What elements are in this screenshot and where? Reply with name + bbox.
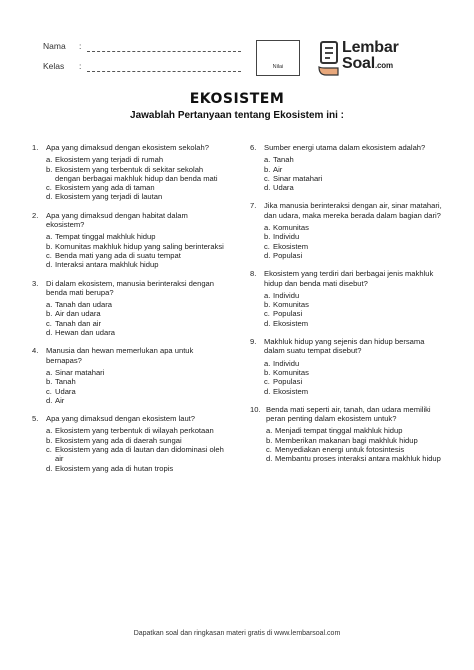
option-list xyxy=(266,426,446,463)
nilai-label: Nilai xyxy=(272,64,284,70)
option-item[interactable]: d. Interaksi antara makhluk hidup xyxy=(46,260,159,270)
question-number: 1. xyxy=(32,143,39,152)
option-item[interactable]: d. Udara xyxy=(264,183,294,193)
question-text: Manusia dan hewan memerlukan apa untuk bernapas? xyxy=(46,346,194,365)
nama-label: Nama xyxy=(43,41,66,51)
option-item[interactable]: b. Ekosistem yang ada di daerah sungai xyxy=(46,435,182,445)
question-number: 10. xyxy=(250,404,261,414)
question-block xyxy=(32,143,228,202)
question-text: Sumber energi utama dalam ekosistem adalah? xyxy=(264,143,426,152)
option-item[interactable]: b. Komunitas xyxy=(264,367,309,377)
option-item[interactable]: d. Membantu proses interaksi antara makhluk hidup xyxy=(266,454,441,464)
question-stem xyxy=(32,143,228,152)
document-pen-icon xyxy=(318,41,342,79)
option-item[interactable]: c. Populasi xyxy=(264,309,303,319)
option-item[interactable]: a. Tempat tinggal makhluk hidup xyxy=(46,232,156,242)
option-item[interactable]: c. Ekosistem yang ada di lautan dan didominasi oleh air xyxy=(46,445,224,464)
question-stem xyxy=(32,414,228,423)
option-item[interactable]: c. Ekosistem yang ada di taman xyxy=(46,183,155,193)
question-number: 8. xyxy=(250,269,257,279)
option-list xyxy=(264,155,446,192)
option-list xyxy=(264,359,446,396)
option-item[interactable]: d. Ekosistem xyxy=(264,386,309,396)
option-item[interactable]: d. Ekosistem yang terjadi di lautan xyxy=(46,192,163,202)
logo-line2-text: Soal xyxy=(342,55,375,72)
lembarsoal-logo xyxy=(318,41,438,81)
option-item[interactable]: c. Sinar matahari xyxy=(264,173,323,183)
question-stem xyxy=(250,201,446,220)
option-item[interactable]: a. Menjadi tempat tinggal makhluk hidup xyxy=(266,426,403,436)
option-item[interactable]: b. Individu xyxy=(264,232,300,242)
option-item[interactable]: c. Menyediakan energi untuk fotosintesis xyxy=(266,445,405,455)
question-text: Benda mati seperti air, tanah, dan udara memiliki peran penting dalam ekosistem untuk? xyxy=(266,404,431,424)
question-text: Apa yang dimaksud dengan ekosistem laut? xyxy=(46,414,196,424)
question-stem xyxy=(32,279,228,298)
question-text: Ekosistem yang terdiri dari berbagai jenis makhluk hidup dan benda mati disebut? xyxy=(264,269,434,288)
option-item[interactable]: c. Udara xyxy=(46,386,76,396)
nama-colon: : xyxy=(79,41,82,51)
nilai-box[interactable] xyxy=(256,40,300,76)
question-text: Apa yang dimaksud dengan ekosistem sekolah? xyxy=(46,143,209,152)
option-item[interactable]: c. Populasi xyxy=(264,377,303,387)
questions-right-column xyxy=(250,143,446,464)
question-number: 3. xyxy=(32,278,39,288)
question-block xyxy=(250,201,446,260)
logo-line2 xyxy=(342,55,393,73)
option-list xyxy=(46,155,228,201)
option-list xyxy=(264,223,446,260)
option-item[interactable]: a. Ekosistem yang terjadi di rumah xyxy=(46,155,164,165)
option-item[interactable]: b. Komunitas makhluk hidup yang saling berinteraksi xyxy=(46,241,224,251)
option-item[interactable]: b. Tanah xyxy=(46,377,76,387)
option-item[interactable]: a. Individu xyxy=(264,358,300,368)
option-item[interactable]: d. Hewan dan udara xyxy=(46,328,115,338)
option-item[interactable]: b. Air xyxy=(264,164,283,174)
option-list xyxy=(46,368,228,405)
page-footer: Dapatkan soal dan ringkasan materi gratis di www.lembarsoal.com xyxy=(133,630,341,637)
nama-field[interactable] xyxy=(87,51,241,52)
question-block xyxy=(250,269,446,328)
option-list xyxy=(46,232,228,269)
page-subtitle: Jawablah Pertanyaan tentang Ekosistem ini : xyxy=(130,110,344,121)
question-block xyxy=(32,211,228,270)
option-item[interactable]: b. Memberikan makanan bagi makhluk hidup xyxy=(266,435,418,445)
question-number: 9. xyxy=(250,337,257,347)
option-item[interactable]: c. Tanah dan air xyxy=(46,318,102,328)
option-item[interactable]: b. Air dan udara xyxy=(46,309,101,319)
question-stem xyxy=(250,405,446,424)
question-stem xyxy=(250,337,446,356)
option-item[interactable]: b. Komunitas xyxy=(264,300,309,310)
option-list xyxy=(264,291,446,328)
option-item[interactable]: d. Ekosistem xyxy=(264,318,309,328)
option-list xyxy=(46,300,228,337)
kelas-colon: : xyxy=(79,61,82,71)
question-block xyxy=(250,337,446,396)
question-block xyxy=(32,346,228,405)
question-number: 5. xyxy=(32,414,39,424)
question-number: 2. xyxy=(32,210,39,220)
question-text: Apa yang dimaksud dengan habitat dalam ekosistem? xyxy=(46,210,188,230)
question-text: Makhluk hidup yang sejenis dan hidup bersama dalam suatu tempat disebut? xyxy=(264,337,425,356)
question-text: Di dalam ekosistem, manusia berinteraksi dengan benda mati berupa? xyxy=(46,278,214,297)
option-item[interactable]: a. Komunitas xyxy=(264,223,309,233)
kelas-field[interactable] xyxy=(87,71,241,72)
question-block xyxy=(32,414,228,473)
page-title: EKOSISTEM xyxy=(189,91,285,107)
question-block xyxy=(250,143,446,192)
option-item[interactable]: c. Ekosistem xyxy=(264,241,309,251)
question-text: Jika manusia berinteraksi dengan air, sinar matahari, dan udara, maka mereka berada dalam bagian dari? xyxy=(264,201,442,220)
question-block xyxy=(32,279,228,338)
question-number: 7. xyxy=(250,201,257,211)
option-item[interactable]: a. Ekosistem yang terbentuk di wilayah perkotaan xyxy=(46,426,214,436)
question-number: 4. xyxy=(32,346,39,356)
option-item[interactable]: d. Air xyxy=(46,395,65,405)
option-list xyxy=(46,426,228,472)
kelas-label: Kelas xyxy=(43,61,65,71)
question-stem xyxy=(32,346,228,365)
option-item[interactable]: c. Benda mati yang ada di suatu tempat xyxy=(46,250,181,260)
question-stem xyxy=(32,211,228,230)
option-item[interactable]: a. Tanah xyxy=(264,155,294,165)
option-item[interactable]: a. Sinar matahari xyxy=(46,367,105,377)
option-item[interactable]: b. Ekosistem yang terbentuk di sekitar sekolah dengan berbagai makhluk hidup dan benda mati xyxy=(46,164,218,183)
option-item[interactable]: a. Individu xyxy=(264,290,300,300)
option-item[interactable]: a. Tanah dan udara xyxy=(46,300,113,310)
option-item[interactable]: d. Populasi xyxy=(264,250,303,260)
option-item[interactable]: d. Ekosistem yang ada di hutan tropis xyxy=(46,463,174,473)
question-stem xyxy=(250,269,446,288)
question-stem xyxy=(250,143,446,152)
logo-domain: .com xyxy=(375,61,393,70)
logo-line1: Lembar xyxy=(342,39,399,56)
question-number: 6. xyxy=(250,143,257,152)
question-block xyxy=(250,405,446,464)
questions-left-column xyxy=(32,143,228,473)
